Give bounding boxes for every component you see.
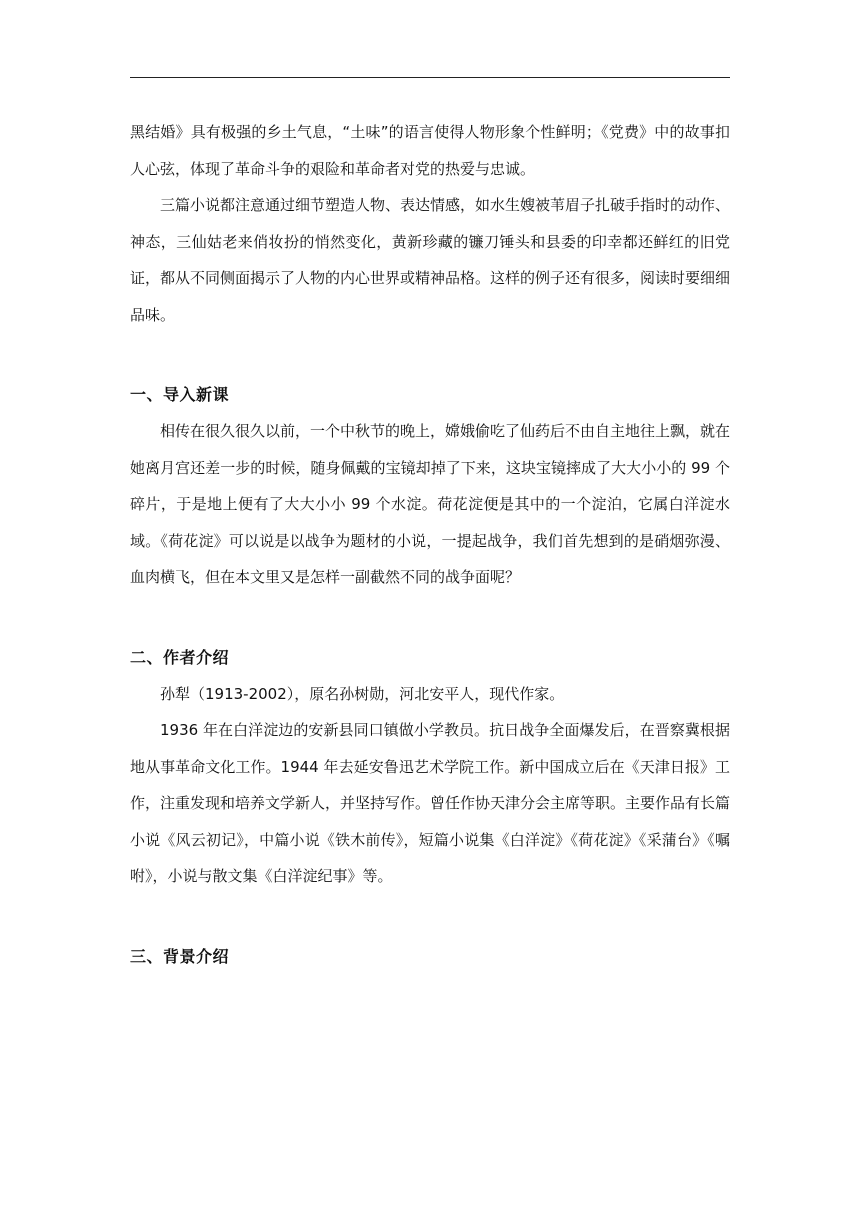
section-heading: 二、作者介绍 [130, 647, 230, 667]
section-heading: 三、背景介绍 [130, 946, 230, 966]
paragraph: 黑结婚》具有极强的乡土气息，“土味”的语言使得人物形象个性鲜明；《党费》中的故事扣人心弦，体现了革命斗争的艰险和革命者对党的热爱与忠诚。 [130, 123, 730, 178]
paragraph: 相传在很久很久以前，一个中秋节的晚上，嫦娥偷吃了仙药后不由自主地往上飘，就在她离月宫还差一步的时候，随身佩戴的宝镜却掉了下来，这块宝镜摔成了大大小小的 99 个碎片，于是地上便有了大大小小 99 个水淀。荷花淀便是其中的一个淀泊，它属白洋淀水域。《荷花淀》可以说是以战争为题材的小说，一提起战争，我们首先想到的是硝烟弥漫、血肉横飞，但在本文里又是怎样一副截然不同的战争面呢？ [130, 422, 731, 586]
header-rule [130, 77, 730, 78]
section-heading: 一、导入新课 [130, 385, 230, 404]
paragraph: 1936 年在白洋淀边的安新县同口镇做小学教员。抗日战争全面爆发后，在晋察冀根据地从事革命文化工作。1944 年去延安鲁迅艺术学院工作。新中国成立后在《天津日报》工作，注重发现和培养文学新人，并坚持写作。曾任作协天津分会主席等职。主要作品有长篇小说《风云初记》，中篇小说《铁木前传》，短篇小说集《白洋淀》《荷花淀》《采蒲台》《嘱咐》，小说与散文集《白洋淀纪事》等。 [130, 721, 731, 885]
paragraph: 三篇小说都注意通过细节塑造人物、表达情感，如水生嫂被苇眉子扎破手指时的动作、神态，三仙姑老来俏妆扮的悄然变化，黄新珍藏的镰刀锤头和县委的印幸都还鲜红的旧党证，都从不同侧面揭示了人物的内心世界或精神品格。这样的例子还有很多，阅读时要细细品味。 [130, 196, 731, 324]
paragraph: 孙犁（1913-2002），原名孙树勋，河北安平人，现代作家。 [160, 684, 565, 703]
document-body [130, 114, 730, 975]
